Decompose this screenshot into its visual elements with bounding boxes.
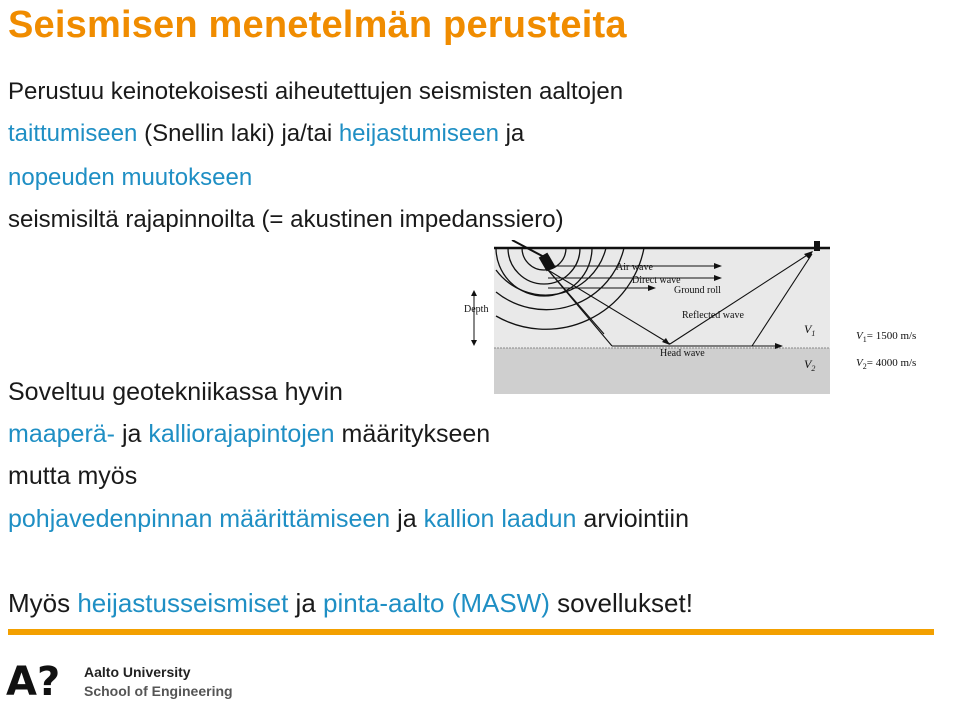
- reflected-wave-label: Reflected wave: [682, 310, 744, 321]
- university-name: Aalto University: [84, 664, 191, 680]
- application-line-4-text: ja: [390, 505, 424, 533]
- application-line-2-text: ja: [115, 420, 149, 448]
- depth-indicator: [471, 290, 477, 346]
- application-line-4-end: arviointiin: [576, 505, 690, 533]
- bedrock-interface-term: kalliorajapintojen: [148, 420, 335, 448]
- air-wave-label: Air wave: [616, 262, 653, 273]
- v2-value: $V_2= 4000$ m/s: [856, 357, 917, 371]
- intro-line-3: nopeuden muutokseen: [8, 164, 253, 191]
- final-text-a: Myös: [8, 588, 78, 618]
- intro-line-1: Perustuu keinotekoisesti aiheutettujen seismisten aaltojen: [8, 78, 624, 105]
- soil-term: maaperä-: [8, 420, 115, 448]
- intro-line-2-end: ja: [498, 120, 525, 147]
- application-line-3: mutta myös: [8, 462, 138, 490]
- application-line-2: [8, 420, 490, 449]
- geophone-icon: [814, 241, 820, 251]
- v1-label: $V_1$: [804, 322, 816, 338]
- v1-value: $V_1= 1500$ m/s: [856, 330, 917, 344]
- depth-label: Depth: [464, 304, 489, 315]
- final-line: [8, 588, 693, 619]
- ground-roll-label: Ground roll: [674, 285, 721, 296]
- masw-term: pinta-aalto (MASW): [323, 588, 550, 618]
- final-text-e: sovellukset!: [549, 588, 693, 618]
- reflection-term: heijastumiseen: [338, 120, 499, 147]
- application-line-2-end: määritykseen: [334, 420, 491, 448]
- reflection-seismic-term: heijastusseismiset: [77, 588, 289, 618]
- seismic-wave-diagram: [452, 240, 960, 400]
- final-text-c: ja: [288, 588, 324, 618]
- direct-wave-label: Direct wave: [632, 275, 681, 286]
- groundwater-term: pohjavedenpinnan määrittämiseen: [8, 505, 391, 533]
- page-title: Seismisen menetelmän perusteita: [8, 4, 627, 46]
- intro-line-2-text: (Snellin laki) ja/tai: [137, 120, 339, 147]
- rock-quality-term: kallion laadun: [423, 505, 577, 533]
- footer-rule: [8, 629, 934, 635]
- head-wave-label: Head wave: [660, 348, 705, 359]
- intro-line-4: seismisiltä rajapinnoilta (= akustinen impedanssiero): [8, 206, 564, 233]
- aalto-logo: A?: [6, 659, 61, 705]
- application-line-4: [8, 505, 689, 534]
- intro-line-2: [8, 120, 524, 148]
- application-line-1: Soveltuu geotekniikassa hyvin: [8, 378, 343, 406]
- refraction-term: taittumiseen: [8, 120, 138, 147]
- school-name: School of Engineering: [84, 683, 233, 699]
- v2-label: $V_2$: [804, 357, 816, 373]
